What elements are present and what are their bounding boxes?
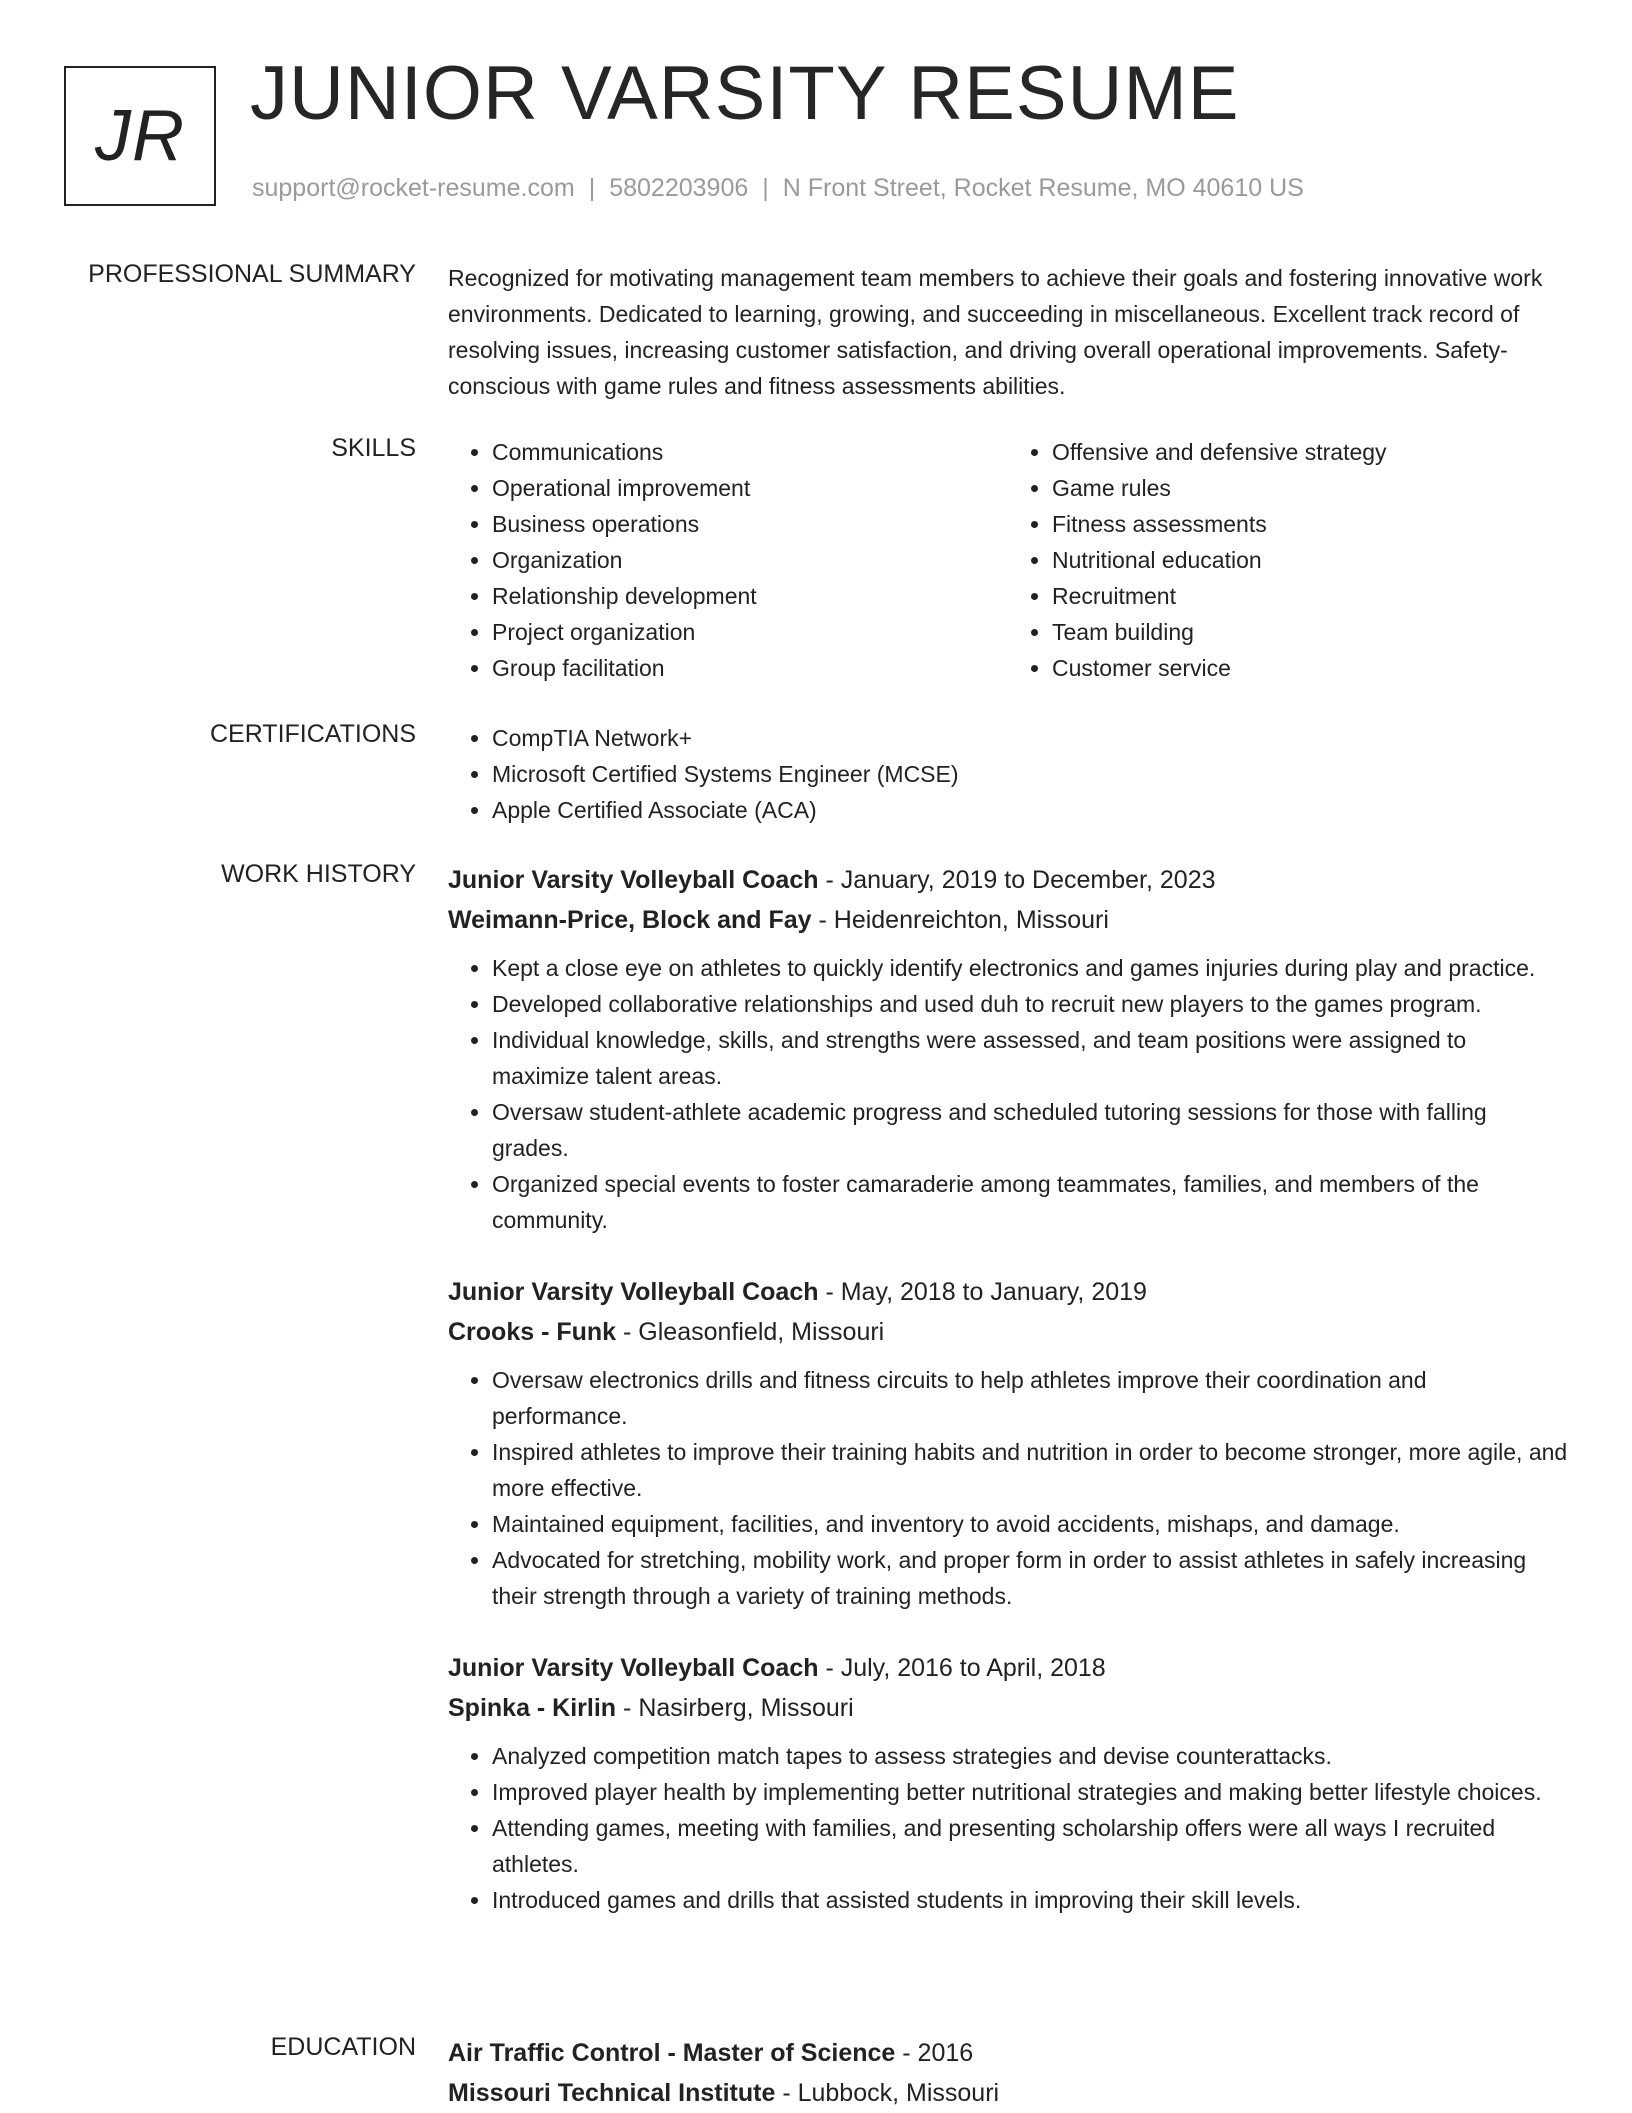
skill-item: • Business operations bbox=[492, 506, 1008, 542]
skills-list-left bbox=[448, 434, 1008, 686]
job-entry bbox=[448, 1648, 1568, 1918]
job-company: Weimann-Price, Block and Fay bbox=[448, 906, 812, 934]
certifications-list bbox=[448, 720, 1568, 828]
monogram-box bbox=[64, 66, 216, 206]
job-bullet: • Maintained equipment, facilities, and inventory to avoid accidents, mishaps, and damage. bbox=[492, 1506, 1568, 1542]
job-company-line: Weimann-Price, Block and Fay - Heidenreichton, Missouri bbox=[448, 906, 1109, 934]
contact-email[interactable]: support@rocket-resume.com bbox=[252, 174, 575, 202]
education-heading: EDUCATION bbox=[270, 2033, 416, 2061]
education-school-line: Missouri Technical Institute - Lubbock, Missouri bbox=[448, 2079, 1000, 2107]
job-bullet: • Developed collaborative relationships and used duh to recruit new players to the games program. bbox=[492, 986, 1568, 1022]
contact-separator: | bbox=[762, 174, 769, 202]
skills-list-right bbox=[1008, 434, 1568, 686]
contact-line bbox=[252, 174, 1304, 203]
education-location: Lubbock, Missouri bbox=[797, 2079, 1000, 2107]
job-location: Nasirberg, Missouri bbox=[638, 1694, 854, 1722]
education-school: Missouri Technical Institute bbox=[448, 2079, 776, 2107]
job-company-line: Spinka - Kirlin - Nasirberg, Missouri bbox=[448, 1694, 854, 1722]
contact-separator: | bbox=[588, 174, 596, 202]
skill-item: • Game rules bbox=[1052, 470, 1568, 506]
job-bullet: • Individual knowledge, skills, and strengths were assessed, and team positions were assigned to maximize talent areas. bbox=[492, 1022, 1568, 1094]
job-dates: May, 2018 to January, 2019 bbox=[840, 1278, 1147, 1306]
job-entry bbox=[448, 1272, 1568, 1614]
job-location: Gleasonfield, Missouri bbox=[638, 1318, 885, 1346]
skill-item: • Project organization bbox=[492, 614, 1008, 650]
job-bullet: • Kept a close eye on athletes to quickly identify electronics and games injuries during play and practice. bbox=[492, 950, 1568, 986]
job-title: Junior Varsity Volleyball Coach bbox=[448, 1278, 819, 1306]
skill-item: • Customer service bbox=[1052, 650, 1568, 686]
skill-item: • Offensive and defensive strategy bbox=[1052, 434, 1568, 470]
job-dates: July, 2016 to April, 2018 bbox=[840, 1654, 1106, 1682]
skill-item: • Recruitment bbox=[1052, 578, 1568, 614]
skill-item: • Operational improvement bbox=[492, 470, 1008, 506]
job-title-line: Junior Varsity Volleyball Coach - May, 2018 to January, 2019 bbox=[448, 1278, 1147, 1306]
certification-item: • CompTIA Network+ bbox=[492, 720, 1568, 756]
certification-item: • Microsoft Certified Systems Engineer (MCSE) bbox=[492, 756, 1568, 792]
summary-text: Recognized for motivating management team members to achieve their goals and fostering innovative work environments. Dedicated to learning, growing, and succeeding in miscellaneous. Excellent track record of resolving issues, increasing customer satisfaction, and driving overall operational improvements. Safety-conscious with game rules and fitness assessments abilities. bbox=[448, 265, 1543, 399]
job-bullet: • Organized special events to foster camaraderie among teammates, families, and members of the community. bbox=[492, 1166, 1568, 1238]
monogram-initials: JR bbox=[95, 96, 185, 176]
resume-title: JUNIOR VARSITY RESUME bbox=[250, 51, 1240, 136]
education-degree-line: Air Traffic Control - Master of Science - 2016 bbox=[448, 2039, 974, 2067]
job-dates: January, 2019 to December, 2023 bbox=[840, 866, 1216, 894]
education-degree: Air Traffic Control - Master of Science bbox=[448, 2039, 896, 2067]
skill-item: • Fitness assessments bbox=[1052, 506, 1568, 542]
skill-item: • Communications bbox=[492, 434, 1008, 470]
job-bullet: • Oversaw electronics drills and fitness circuits to help athletes improve their coordination and performance. bbox=[492, 1362, 1568, 1434]
certifications-heading: CERTIFICATIONS bbox=[209, 720, 416, 748]
job-bullet: • Inspired athletes to improve their training habits and nutrition in order to become stronger, more agile, and more effective. bbox=[492, 1434, 1568, 1506]
job-bullet: • Introduced games and drills that assisted students in improving their skill levels. bbox=[492, 1882, 1568, 1918]
job-bullets bbox=[448, 1362, 1568, 1614]
skill-item: • Organization bbox=[492, 542, 1008, 578]
job-bullet: • Oversaw student-athlete academic progress and scheduled tutoring sessions for those with falling grades. bbox=[492, 1094, 1568, 1166]
skills-heading: SKILLS bbox=[331, 434, 416, 462]
summary-heading: PROFESSIONAL SUMMARY bbox=[88, 260, 416, 288]
contact-address: N Front Street, Rocket Resume, MO 40610 US bbox=[782, 174, 1304, 202]
skill-item: • Nutritional education bbox=[1052, 542, 1568, 578]
job-bullets bbox=[448, 1738, 1568, 1918]
job-title: Junior Varsity Volleyball Coach bbox=[448, 1654, 819, 1682]
job-company: Crooks - Funk bbox=[448, 1318, 617, 1346]
job-company-line: Crooks - Funk - Gleasonfield, Missouri bbox=[448, 1318, 885, 1346]
job-title-line: Junior Varsity Volleyball Coach - July, 2016 to April, 2018 bbox=[448, 1654, 1106, 1682]
work-history-heading: WORK HISTORY bbox=[221, 860, 416, 888]
skill-item: • Team building bbox=[1052, 614, 1568, 650]
job-entry bbox=[448, 860, 1568, 1238]
job-location: Heidenreichton, Missouri bbox=[833, 906, 1109, 934]
job-bullet: • Improved player health by implementing better nutritional strategies and making better lifestyle choices. bbox=[492, 1774, 1568, 1810]
job-bullet: • Attending games, meeting with families, and presenting scholarship offers were all ways I recruited athletes. bbox=[492, 1810, 1568, 1882]
job-company: Spinka - Kirlin bbox=[448, 1694, 617, 1722]
job-bullets bbox=[448, 950, 1568, 1238]
job-bullet: • Analyzed competition match tapes to assess strategies and devise counterattacks. bbox=[492, 1738, 1568, 1774]
job-title-line: Junior Varsity Volleyball Coach - January, 2019 to December, 2023 bbox=[448, 866, 1216, 894]
education-year: 2016 bbox=[917, 2039, 974, 2067]
skill-item: • Group facilitation bbox=[492, 650, 1008, 686]
job-bullet: • Advocated for stretching, mobility work, and proper form in order to assist athletes in safely increasing their strength through a variety of training methods. bbox=[492, 1542, 1568, 1614]
skill-item: • Relationship development bbox=[492, 578, 1008, 614]
certification-item: • Apple Certified Associate (ACA) bbox=[492, 792, 1568, 828]
job-title: Junior Varsity Volleyball Coach bbox=[448, 866, 819, 894]
contact-phone[interactable]: 5802203906 bbox=[609, 174, 749, 202]
